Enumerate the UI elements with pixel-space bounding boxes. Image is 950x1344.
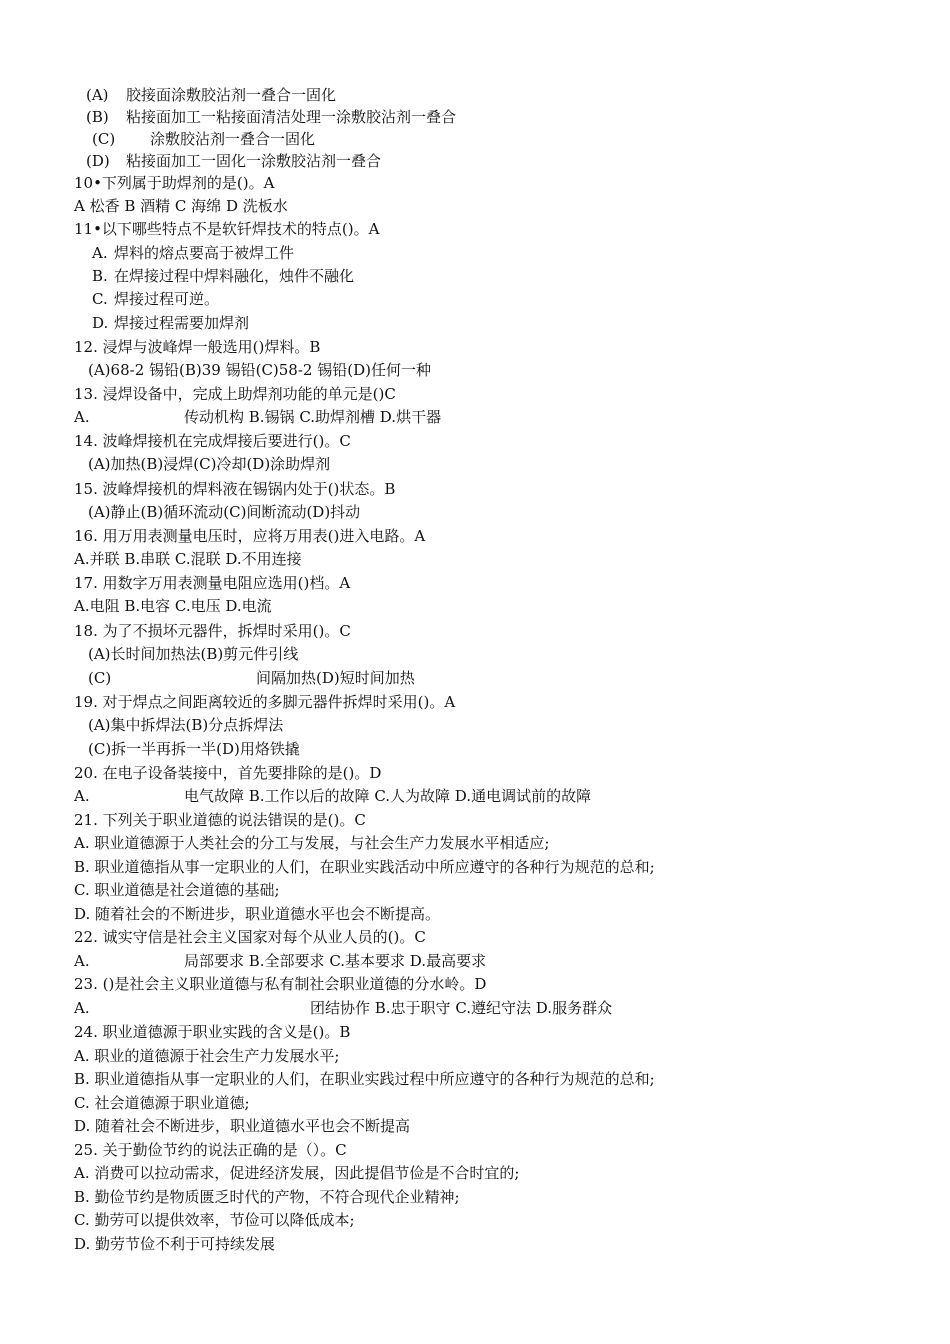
option-line: C. 职业道德是社会道德的基础; xyxy=(74,881,280,899)
option-line: (D) 粘接面加工一固化一涂敷胶沾剂一叠合 xyxy=(86,152,382,170)
question-line: 18. 为了不损坏元器件，拆焊时采用()。C xyxy=(74,622,351,640)
question-line: 20. 在电子设备装接中，首先要排除的是()。D xyxy=(74,764,382,782)
option-line: A. 团结协作 B.忠于职守 C.遵纪守法 D.服务群众 xyxy=(74,999,613,1017)
option-line: A. 焊料的熔点要高于被焊工件 xyxy=(92,244,295,262)
question-line: 12. 浸焊与波峰焊一般选用()焊料。B xyxy=(74,338,321,356)
option-line: D. 随着社会的不断进步，职业道德水平也会不断提高。 xyxy=(74,905,441,923)
question-line: 15. 波峰焊接机的焊料液在锡锅内处于()状态。B xyxy=(74,480,396,498)
option-line: A.并联 B.串联 C.混联 D.不用连接 xyxy=(74,550,302,568)
question-line: 25. 关于勤俭节约的说法正确的是（）。C xyxy=(74,1141,347,1159)
option-line: (C) 涂敷胶沾剂一叠合一固化 xyxy=(92,130,316,148)
option-line: (B) 粘接面加工一粘接面清洁处理一涂敷胶沾剂一叠合 xyxy=(86,108,457,126)
option-line: B. 勤俭节约是物质匮乏时代的产物，不符合现代企业精神; xyxy=(74,1188,460,1206)
question-line: 16. 用万用表测量电压时，应将万用表()进入电路。A xyxy=(74,527,426,545)
question-line: 13. 浸焊设备中，完成上助焊剂功能的单元是()C xyxy=(74,385,396,403)
question-line: 17. 用数字万用表测量电阻应选用()档。A xyxy=(74,574,351,592)
option-line: (C) 间隔加热(D)短时间加热 xyxy=(88,669,415,687)
option-line: A.电阻 B.电容 C.电压 D.电流 xyxy=(74,597,272,615)
option-line: (C)拆一半再拆一半(D)用烙铁撬 xyxy=(88,740,300,758)
option-line: (A)静止(B)循环流动(C)间断流动(D)抖动 xyxy=(88,503,361,521)
option-line: A. 局部要求 B.全部要求 C.基本要求 D.最高要求 xyxy=(74,952,487,970)
option-line: (A)加热(B)浸焊(C)冷却(D)涂助焊剂 xyxy=(88,455,331,473)
option-line: A. 职业的道德源于社会生产力发展水平; xyxy=(74,1047,340,1065)
option-line: (A)长时间加热法(B)剪元件引线 xyxy=(88,645,299,663)
option-line: A. 职业道德源于人类社会的分工与发展，与社会生产力发展水平相适应; xyxy=(74,834,550,852)
option-line: C. 焊接过程可逆。 xyxy=(92,290,220,308)
question-line: 22. 诚实守信是社会主义国家对每个从业人员的()。C xyxy=(74,928,426,946)
option-line: D. 焊接过程需要加焊剂 xyxy=(92,314,250,332)
option-line: A 松香 B 酒精 C 海绵 D 洗板水 xyxy=(74,197,288,215)
option-line: (A)集中拆焊法(B)分点拆焊法 xyxy=(88,716,284,734)
option-line: B. 在焊接过程中焊料融化，烛件不融化 xyxy=(92,267,355,285)
option-line: D. 随着社会不断进步，职业道德水平也会不断提高 xyxy=(74,1117,411,1135)
question-line: 23. ()是社会主义职业道德与私有制社会职业道德的分水岭。D xyxy=(74,975,487,993)
question-line: 21. 下列关于职业道德的说法错误的是()。C xyxy=(74,811,366,829)
question-line: 10•下列属于助焊剂的是()。A xyxy=(74,174,275,192)
question-line: 24. 职业道德源于职业实践的含义是()。B xyxy=(74,1023,351,1041)
question-line: 14. 波峰焊接机在完成焊接后要进行()。C xyxy=(74,432,351,450)
option-line: (A) 胶接面涂敷胶沾剂一叠合一固化 xyxy=(86,86,337,104)
option-line: C. 勤劳可以提供效率，节俭可以降低成本; xyxy=(74,1211,355,1229)
option-line: A. 电气故障 B.工作以后的故障 C.人为故障 D.通电调试前的故障 xyxy=(74,787,592,805)
option-line: D. 勤劳节俭不利于可持续发展 xyxy=(74,1235,276,1253)
question-line: 19. 对于焊点之间距离较近的多脚元器件拆焊时采用()。A xyxy=(74,693,456,711)
option-line: B. 职业道德指从事一定职业的人们，在职业实践活动中所应遵守的各种行为规范的总和; xyxy=(74,858,655,876)
option-line: (A)68-2 锡铅(B)39 锡铅(C)58-2 锡铅(D)任何一种 xyxy=(88,361,431,379)
option-line: A. 消费可以拉动需求，促进经济发展，因此提倡节俭是不合时宜的; xyxy=(74,1164,520,1182)
question-line: 11•以下哪些特点不是软钎焊技术的特点()。A xyxy=(74,220,380,238)
option-line: B. 职业道德指从事一定职业的人们，在职业实践过程中所应遵守的各种行为规范的总和; xyxy=(74,1070,655,1088)
option-line: A. 传动机构 B.锡锅 C.助焊剂槽 D.烘干器 xyxy=(74,408,442,426)
option-line: C. 社会道德源于职业道德; xyxy=(74,1094,250,1112)
